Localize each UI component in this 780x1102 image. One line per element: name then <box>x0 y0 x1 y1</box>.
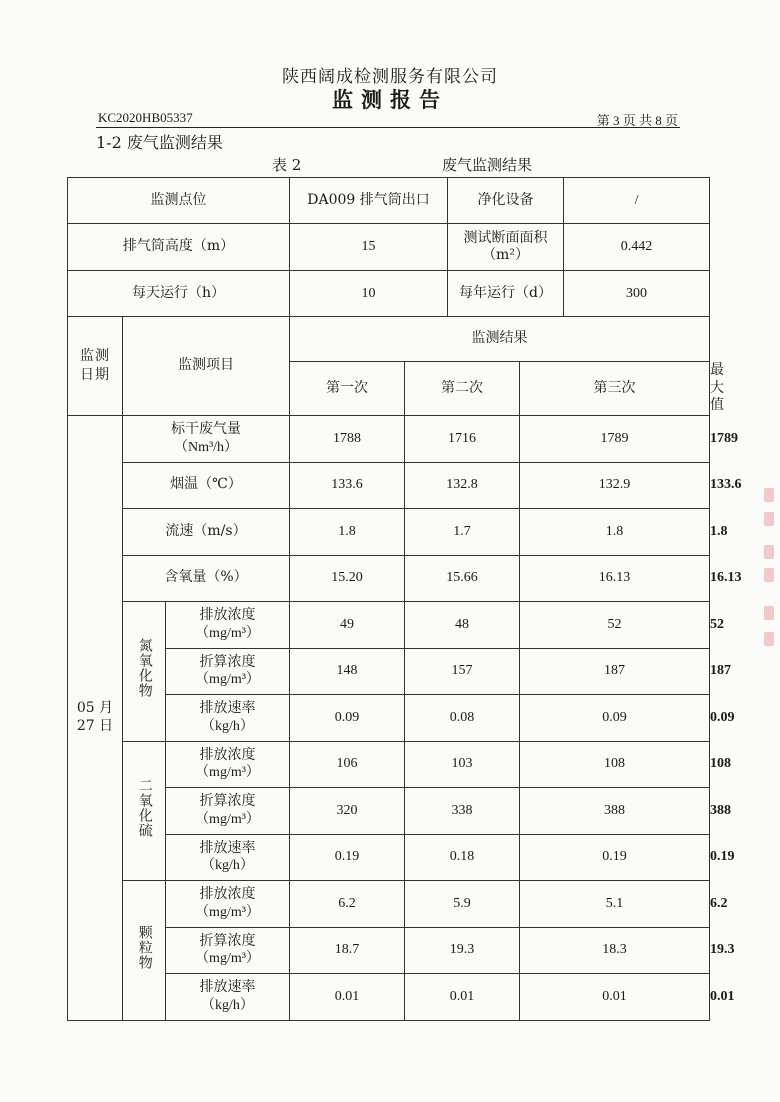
date-header: 监测日期 <box>68 317 123 416</box>
col-third: 第三次 <box>520 362 710 416</box>
value-1: 1.8 <box>290 508 405 555</box>
stamp-mark <box>764 568 774 582</box>
stamp-mark <box>764 512 774 526</box>
value-1: 320 <box>290 787 405 834</box>
date-month: 05 月 <box>76 700 114 716</box>
value-1: 0.09 <box>290 694 405 741</box>
row-label: 排放浓度 （mg/m³） <box>166 880 290 927</box>
daily-value: 10 <box>290 271 448 317</box>
table-row: 烟温（℃） 133.6 132.8 132.9 133.6 <box>68 462 710 508</box>
row-label: 折算浓度 （mg/m³） <box>166 927 290 973</box>
row-label: 折算浓度 （mg/m³） <box>166 787 290 834</box>
equip-value: / <box>564 178 710 224</box>
value-2: 15.66 <box>405 555 520 601</box>
header-rule <box>96 127 680 128</box>
info-row-height <box>68 224 710 271</box>
value-3: 132.9 <box>520 462 710 508</box>
stamp-mark <box>764 632 774 646</box>
table-row: 折算浓度 （mg/m³） 148 157 187 187 <box>68 648 710 694</box>
header-row-2: 第一次 第二次 第三次 最大值 <box>68 362 710 416</box>
value-3: 108 <box>520 741 710 787</box>
value-1: 133.6 <box>290 462 405 508</box>
yearly-value: 300 <box>564 271 710 317</box>
col-second: 第二次 <box>405 362 520 416</box>
value-2: 338 <box>405 787 520 834</box>
height-value: 15 <box>290 224 448 271</box>
table-row: 排放速率 （kg/h） 0.19 0.18 0.19 0.19 <box>68 834 710 880</box>
value-3: 187 <box>520 648 710 694</box>
value-2: 0.18 <box>405 834 520 880</box>
table-row: 05 月 27 日 标干废气量 （Nm³/h） 1788 1716 1789 1789 <box>68 415 710 462</box>
daily-label: 每天运行（h） <box>68 271 290 317</box>
report-title: 监测报告 <box>332 87 448 112</box>
value-3: 0.19 <box>520 834 710 880</box>
results-header: 监测结果 <box>290 317 710 362</box>
area-value: 0.442 <box>564 224 710 271</box>
value-2: 103 <box>405 741 520 787</box>
stamp-mark <box>764 606 774 620</box>
value-2: 157 <box>405 648 520 694</box>
row-label: 排放速率 （kg/h） <box>166 834 290 880</box>
info-row-point <box>68 178 710 224</box>
col-first: 第一次 <box>290 362 405 416</box>
value-3: 16.13 <box>520 555 710 601</box>
value-2: 1716 <box>405 415 520 462</box>
row-label: 标干废气量 （Nm³/h） <box>123 415 290 462</box>
row-label: 排放浓度 （mg/m³） <box>166 601 290 648</box>
yearly-label: 每年运行（d） <box>448 271 564 317</box>
table-number: 表 2 <box>272 156 302 174</box>
row-label: 流速（m/s） <box>123 508 290 555</box>
point-label: 监测点位 <box>68 178 290 224</box>
company-name: 陕西阔成检测服务有限公司 <box>282 67 498 87</box>
info-row-runtime <box>68 271 710 317</box>
value-1: 106 <box>290 741 405 787</box>
group-nox: 氮氧化物 <box>123 601 166 741</box>
value-2: 132.8 <box>405 462 520 508</box>
row-label: 含氧量（%） <box>123 555 290 601</box>
value-3: 1789 <box>520 415 710 462</box>
value-3: 0.09 <box>520 694 710 741</box>
date-cell <box>68 415 123 1020</box>
value-3: 52 <box>520 601 710 648</box>
group-so2: 二氧化硫 <box>123 741 166 880</box>
date-day: 27 日 <box>76 717 114 734</box>
area-label: 测试断面面积（m²） <box>448 224 564 271</box>
value-1: 1788 <box>290 415 405 462</box>
table-row: 含氧量（%） 15.20 15.66 16.13 16.13 <box>68 555 710 601</box>
section-title: 1-2 废气监测结果 <box>96 133 223 152</box>
point-value: DA009 排气筒出口 <box>290 178 448 224</box>
value-2: 0.08 <box>405 694 520 741</box>
value-2: 48 <box>405 601 520 648</box>
row-label: 烟温（℃） <box>123 462 290 508</box>
value-3: 5.1 <box>520 880 710 927</box>
table-row: 二氧化硫 排放浓度 （mg/m³） 106 103 108 108 <box>68 741 710 787</box>
height-label: 排气筒高度（m） <box>68 224 290 271</box>
group-particulate: 颗粒物 <box>123 880 166 1020</box>
row-label: 折算浓度 （mg/m³） <box>166 648 290 694</box>
value-1: 49 <box>290 601 405 648</box>
report-number: KC2020HB05337 <box>98 110 193 125</box>
value-3: 18.3 <box>520 927 710 973</box>
row-label: 排放速率 （kg/h） <box>166 973 290 1020</box>
value-2: 0.01 <box>405 973 520 1020</box>
header-row-1 <box>68 317 710 362</box>
table-row: 颗粒物 排放浓度 （mg/m³） 6.2 5.9 5.1 6.2 <box>68 880 710 927</box>
value-1: 6.2 <box>290 880 405 927</box>
stamp-mark <box>764 488 774 502</box>
value-2: 19.3 <box>405 927 520 973</box>
value-3: 0.01 <box>520 973 710 1020</box>
value-1: 18.7 <box>290 927 405 973</box>
table-row: 排放速率 （kg/h） 0.09 0.08 0.09 0.09 <box>68 694 710 741</box>
page-info: 第 3 页 共 8 页 <box>596 113 678 128</box>
value-1: 148 <box>290 648 405 694</box>
row-label: 排放浓度 （mg/m³） <box>166 741 290 787</box>
value-1: 0.19 <box>290 834 405 880</box>
table-row: 折算浓度 （mg/m³） 18.7 19.3 18.3 19.3 <box>68 927 710 973</box>
value-2: 1.7 <box>405 508 520 555</box>
value-1: 0.01 <box>290 973 405 1020</box>
value-3: 388 <box>520 787 710 834</box>
equip-label: 净化设备 <box>448 178 564 224</box>
value-2: 5.9 <box>405 880 520 927</box>
value-3: 1.8 <box>520 508 710 555</box>
stamp-mark <box>764 545 774 559</box>
table-row: 流速（m/s） 1.8 1.7 1.8 1.8 <box>68 508 710 555</box>
item-header: 监测项目 <box>123 317 290 416</box>
table-row: 排放速率 （kg/h） 0.01 0.01 0.01 0.01 <box>68 973 710 1020</box>
value-1: 15.20 <box>290 555 405 601</box>
table-caption: 废气监测结果 <box>442 156 533 174</box>
table-row: 折算浓度 （mg/m³） 320 338 388 388 <box>68 787 710 834</box>
row-label: 排放速率 （kg/h） <box>166 694 290 741</box>
results-table <box>67 177 742 1021</box>
table-row: 氮氧化物 排放浓度 （mg/m³） 49 48 52 52 <box>68 601 710 648</box>
